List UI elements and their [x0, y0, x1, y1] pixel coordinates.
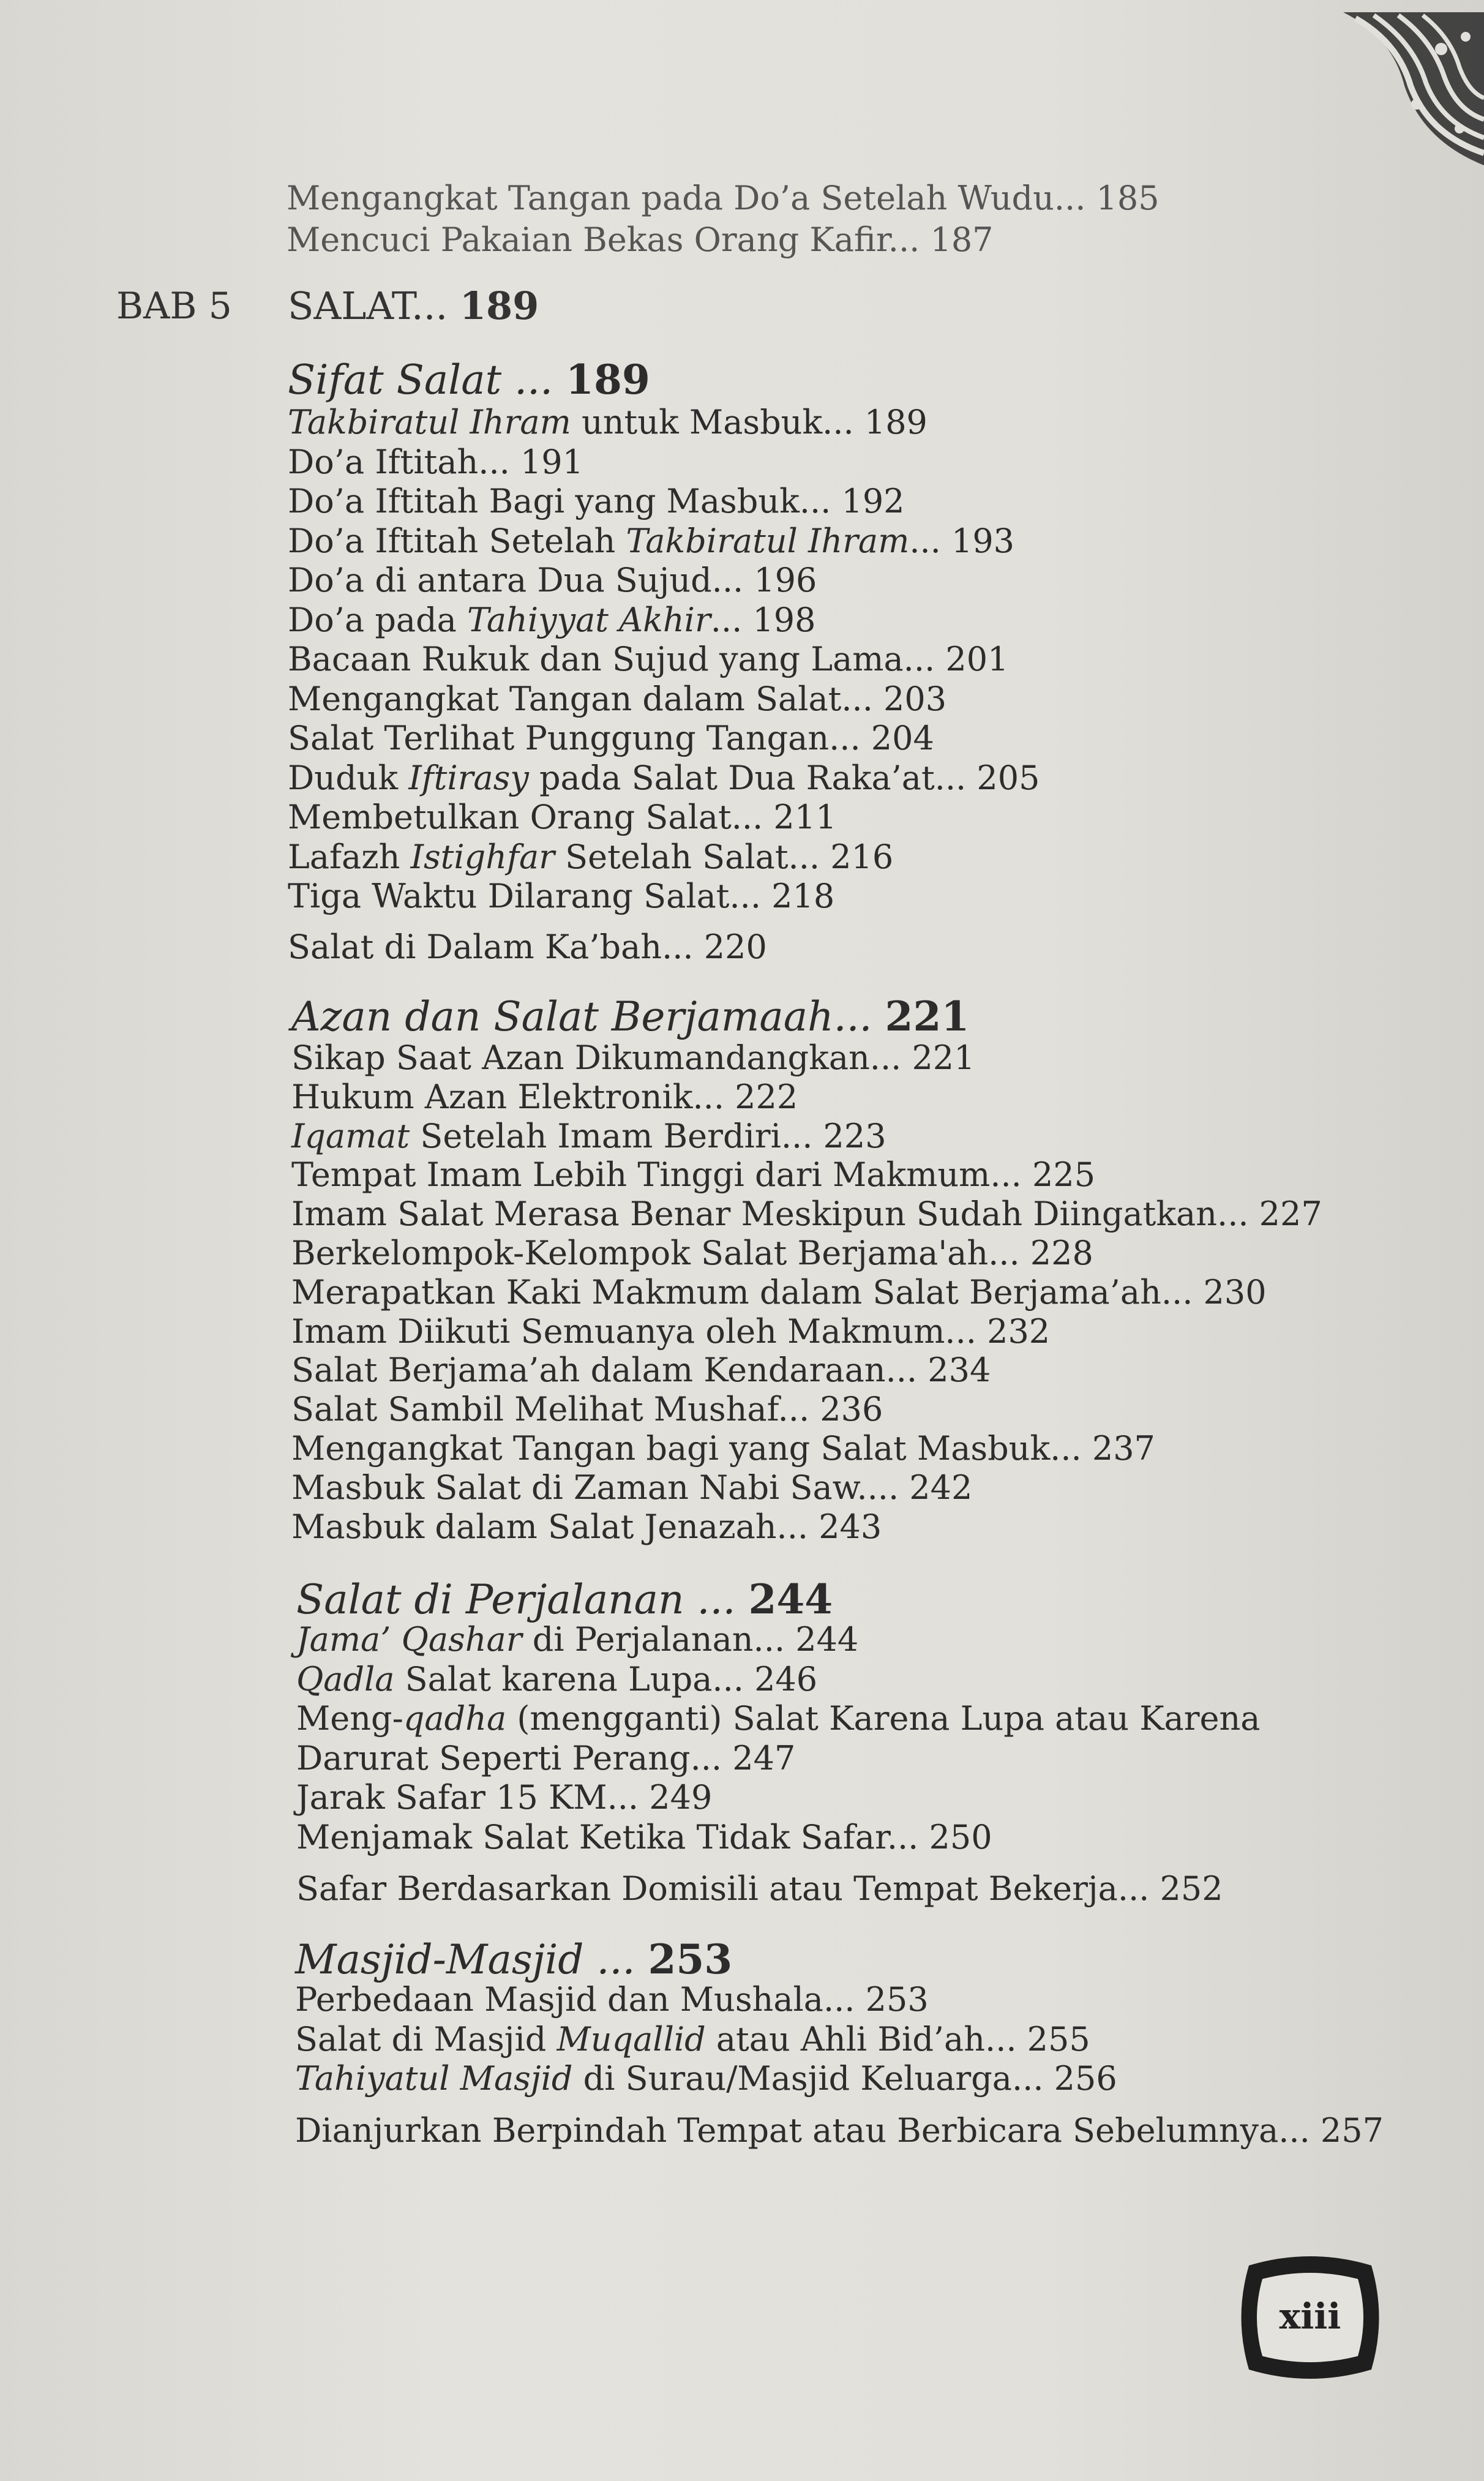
- entry-text: Salat karena Lupa... 246: [394, 1660, 818, 1698]
- italic-term: qadha: [403, 1699, 507, 1738]
- entry-text: ... 193: [909, 522, 1015, 560]
- italic-term: Iftirasy: [408, 759, 529, 797]
- entry-text: Hukum Azan Elektronik... 222: [291, 1078, 798, 1116]
- toc-entry: [291, 1351, 991, 1390]
- section-heading: [288, 356, 650, 403]
- toc-entry: [288, 759, 1040, 798]
- entry-text: Tempat Imam Lebih Tinggi dari Makmum... 225: [291, 1155, 1096, 1194]
- entry-text: Membetulkan Orang Salat... 211: [288, 798, 837, 836]
- entry-text: Berkelompok-Kelompok Salat Berjama'ah... 228: [291, 1234, 1093, 1272]
- section-page: 244: [748, 1575, 833, 1623]
- page-number-frame: [1231, 2241, 1390, 2394]
- italic-term: Qadla: [296, 1660, 395, 1698]
- entry-text: Salat Sambil Melihat Mushaf... 236: [291, 1390, 883, 1428]
- entry-text: Mengangkat Tangan bagi yang Salat Masbuk... 237: [291, 1429, 1155, 1468]
- entry-text: Darurat Seperti Perang... 247: [296, 1739, 796, 1777]
- toc-entry: [296, 1778, 712, 1817]
- section-title: Salat di Perjalanan ...: [296, 1576, 749, 1623]
- entry-text: pada Salat Dua Raka’at... 205: [528, 759, 1040, 797]
- entry-text: Salat di Masjid: [295, 2020, 557, 2059]
- section-heading: [295, 1936, 732, 1983]
- entry-text: di Perjalanan... 244: [522, 1620, 859, 1659]
- toc-entry: [288, 877, 834, 916]
- chapter-page: 189: [459, 283, 539, 328]
- toc-entry: [288, 522, 1014, 561]
- entry-text: Merapatkan Kaki Makmum dalam Salat Berjama’ah... 230: [291, 1273, 1267, 1312]
- page-number: xiii: [1279, 2295, 1341, 2337]
- toc-entry: [295, 1980, 929, 2019]
- toc-entry: Mencuci Pakaian Bekas Orang Kafir... 187: [287, 220, 994, 259]
- entry-text: Safar Berdasarkan Domisili atau Tempat Bekerja... 252: [296, 1869, 1223, 1908]
- entry-text: Masbuk dalam Salat Jenazah... 243: [291, 1507, 882, 1546]
- entry-text: untuk Masbuk... 189: [571, 403, 928, 441]
- entry-text: Salat di Dalam Ka’bah... 220: [288, 928, 767, 966]
- entry-text: Jarak Safar 15 KM... 249: [296, 1778, 713, 1817]
- entry-text: Perbedaan Masjid dan Mushala... 253: [295, 1980, 929, 2019]
- entry-text: Imam Diikuti Semuanya oleh Makmum... 232: [291, 1312, 1051, 1351]
- toc-entry: [288, 640, 1008, 679]
- section-title: Sifat Salat ...: [288, 356, 566, 403]
- entry-text: Do’a Iftitah Bagi yang Masbuk... 192: [288, 482, 905, 520]
- entry-text: di Surau/Masjid Keluarga... 256: [572, 2059, 1117, 2098]
- entry-text: Lafazh: [288, 838, 411, 876]
- section-page: 189: [566, 356, 650, 403]
- toc-entry: [288, 838, 893, 877]
- italic-term: Istighfar: [410, 838, 555, 876]
- chapter-title-text: SALAT...: [288, 283, 460, 328]
- toc-entry: [296, 1620, 858, 1659]
- entry-text: Duduk: [288, 759, 409, 797]
- toc-entry: [288, 601, 816, 640]
- toc-entry: Mengangkat Tangan pada Do’a Setelah Wudu... 185: [287, 179, 1160, 217]
- italic-term: Takbiratul Ihram: [288, 403, 571, 441]
- toc-entry: [291, 1468, 972, 1507]
- toc-entry: [288, 719, 934, 758]
- section-heading: [296, 1576, 833, 1623]
- toc-entry: [291, 1155, 1095, 1195]
- entry-text: Do’a pada: [288, 601, 468, 639]
- entry-text: Meng-: [296, 1699, 403, 1738]
- section-title: Masjid-Masjid ...: [295, 1936, 648, 1983]
- toc-entry: [296, 1739, 795, 1778]
- toc-entry: [288, 680, 946, 719]
- toc-entry: [291, 1429, 1155, 1468]
- entry-text: Imam Salat Merasa Benar Meskipun Sudah Diingatkan... 227: [291, 1195, 1322, 1233]
- toc-entry: [295, 2020, 1090, 2059]
- toc-entry: [288, 443, 583, 482]
- entry-text: ... 198: [710, 601, 816, 639]
- section-title: Azan dan Salat Berjamaah...: [291, 993, 885, 1040]
- italic-term: Muqallid: [556, 2020, 706, 2059]
- toc-entry: [291, 1038, 975, 1078]
- toc-entry: [291, 1195, 1322, 1234]
- section-page: 221: [885, 993, 970, 1040]
- toc-entry: [296, 1818, 992, 1857]
- toc-entry: [288, 798, 836, 837]
- entry-text: Do’a Iftitah... 191: [288, 443, 584, 481]
- entry-text: atau Ahli Bid’ah... 255: [705, 2020, 1090, 2059]
- toc-entry: [295, 2111, 1384, 2150]
- entry-text: Mengangkat Tangan dalam Salat... 203: [288, 680, 947, 718]
- toc-entry: [296, 1699, 1260, 1738]
- entry-text: Sikap Saat Azan Dikumandangkan... 221: [291, 1038, 975, 1077]
- toc-entry: [288, 928, 767, 967]
- entry-text: Do’a di antara Dua Sujud... 196: [288, 561, 817, 599]
- toc-entry: [296, 1660, 817, 1699]
- entry-text: Tiga Waktu Dilarang Salat... 218: [288, 877, 835, 915]
- toc-entry: [288, 561, 817, 600]
- italic-term: Takbiratul Ihram: [626, 522, 910, 560]
- section-heading: [291, 993, 969, 1040]
- entry-text: Do’a Iftitah Setelah: [288, 522, 626, 560]
- toc-entry: [288, 403, 928, 442]
- entry-text: Masbuk Salat di Zaman Nabi Saw.... 242: [291, 1468, 973, 1507]
- toc-entry: [296, 1869, 1223, 1909]
- toc-entry: [291, 1507, 882, 1547]
- entry-text: Setelah Salat... 216: [555, 838, 894, 876]
- toc-entry: [288, 482, 905, 521]
- entry-text: Dianjurkan Berpindah Tempat atau Berbicara Sebelumnya... 257: [295, 2111, 1384, 2150]
- italic-term: Tahiyatul Masjid: [295, 2059, 573, 2098]
- entry-text: Menjamak Salat Ketika Tidak Safar... 250: [296, 1818, 992, 1856]
- entry-text: Setelah Imam Berdiri... 223: [410, 1117, 886, 1155]
- entry-text: Salat Berjama’ah dalam Kendaraan... 234: [291, 1351, 991, 1389]
- toc-entry: [291, 1234, 1093, 1273]
- toc-entry: [291, 1312, 1050, 1351]
- section-page: 253: [648, 1935, 733, 1983]
- entry-text: Bacaan Rukuk dan Sujud yang Lama... 201: [288, 640, 1009, 678]
- chapter-title: [288, 284, 539, 328]
- entry-text: (mengganti) Salat Karena Lupa atau Karena: [506, 1699, 1261, 1738]
- italic-term: Tahiyyat Akhir: [467, 601, 711, 639]
- entry-text: Salat Terlihat Punggung Tangan... 204: [288, 719, 934, 757]
- toc-entry: [291, 1273, 1267, 1312]
- toc-entry: [291, 1390, 883, 1429]
- toc-entry: [291, 1117, 886, 1156]
- toc-entry: [291, 1078, 798, 1117]
- italic-term: Iqamat: [291, 1117, 410, 1155]
- chapter-number: BAB 5: [116, 285, 232, 328]
- italic-term: Jama’ Qashar: [296, 1620, 522, 1659]
- toc-entry: [295, 2059, 1117, 2098]
